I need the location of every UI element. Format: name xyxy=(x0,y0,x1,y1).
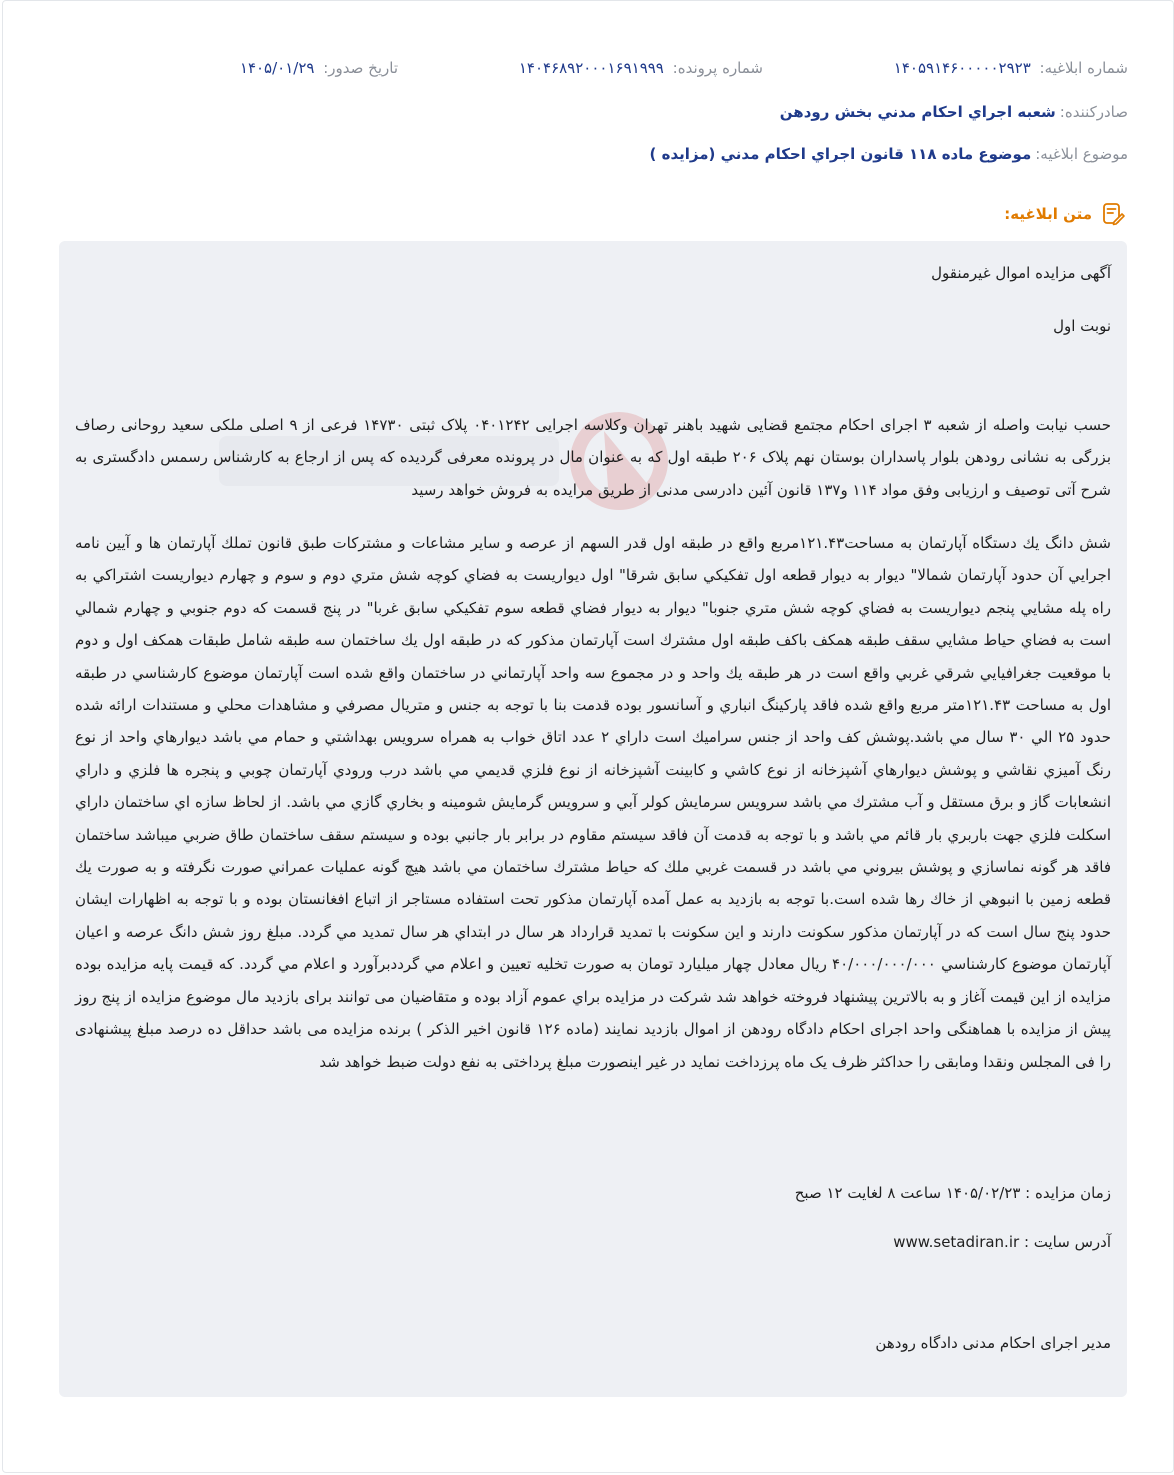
case-number: ۱۴۰۴۶۸۹۲۰۰۰۱۶۹۱۹۹۹ xyxy=(518,59,664,77)
notice-number: ۱۴۰۵۹۱۴۶۰۰۰۰۰۲۹۲۳ xyxy=(893,59,1031,77)
notice-page xyxy=(2,0,1174,1473)
auction-title: آگهی مزایده اموال غیرمنقول xyxy=(931,264,1111,282)
subject: موضوع ماده ۱۱۸ قانون اجراي احكام مدني (مزايده ) xyxy=(649,145,1032,163)
issuer-label: صادرکننده: xyxy=(1059,103,1128,121)
site-url: www.setadiran.ir xyxy=(893,1233,1020,1251)
site-address-label: آدرس سایت : xyxy=(1023,1233,1111,1251)
auction-time: زمان مزایده : ۱۴۰۵/۰۲/۲۳ ساعت ۸ لغایت ۱۲ صبح xyxy=(794,1184,1111,1202)
notice-paragraph-2: شش دانگ يك دستگاه آپارتمان به مساحت۱۲۱.۴۳مربع واقع در طبقه اول قدر السهم از عرصه و ساير مشاعات و مشتركات طبق قانون تملك آپارتمان ها و آيين نامه اجرايي آن حدود آپارتمان شمالا" ديوار به ديوار قطعه اول تفكيكي سابق شرقا" اول ديواريست به فضاي كوچه شش متري دوم و سوم و چهارم ديواريست اشتراكي به راه پله مشايي پنجم ديواريست به فضاي كوچه شش متري جنوبا" ديوار به ديوار فضاي قطعه سوم تفكيكي سابق غربا" در پنج قسمت كه دوم جنوبي و چهارم شمالي است به فضاي حياط مشايي سقف طبقه همكف باكف طبقه اول مشترك است آپارتمان مذكور كه در طبقه اول يك ساختمان سه طبقه شامل طبقات همكف اول و دوم با موقعيت جغرافيايي شرقي غربي واقع است در هر طبقه يك واحد و در مجموع سه واحد آپارتماني در ساختمان واقع شده است آپارتمان موضوع كارشناسي در طبقه اول به مساحت ۱۲۱.۴۳متر مربع واقع شده فاقد پاركينگ انباري و آسانسور بوده قدمت بنا با توجه به جنس و متريال مصرفي و مشاهدات محلي و مستندات ارائه شده حدود ۲۵ الي ۳۰ سال مي باشد.پوشش كف واحد از جنس سراميك است داراي ۲ عدد اتاق خواب به همراه سرويس بهداشتي و حمام مي باشد ديوارهاي واحد از نوع رنگ آميزي نقاشي و پوشش ديوارهاي آشپزخانه از نوع كاشي و كابينت آشپزخانه از نوع فلزي قديمي مي باشد درب ورودي آپارتمان چوبي و پنجره ها فلزي و داراي انشعابات گاز و برق مستقل و آب مشترك مي باشد سرويس سرمايش كولر آبي و سرويس گرمايش شومينه و بخاري گازي مي باشد. از لحاظ سازه اي ساختمان داراي اسكلت فلزي جهت باربري بار قائم مي باشد و با توجه به قدمت آن فاقد سيستم مقاوم در برابر بار جانبي بوده و سيستم سقف ساختمان طاق ضربي ميباشد ساختمان فاقد هر گونه نماسازي و پوشش بيروني مي باشد در قسمت غربي ملك كه حياط مشترك ساختمان مي باشد هيچ گونه عمليات عمراني صورت نگرفته و به صورت يك قطعه زمين با انبوهي از خاك رها شده است.با توجه به بازديد به عمل آمده آپارتمان مذكور تحت استفاده مستاجر از اتباع افغانستان بوده و با توجه به اظهارات ايشان حدود پنج سال است كه در آپارتمان مذكور سكونت دارند و اين سكونت با تمديد قرارداد هر سال در ابتداي هر سال تمديد مي گردد. مبلغ روز شش دانگ عرصه و اعيان آپارتمان موضوع كارشناسي ۴۰/۰۰۰/۰۰۰/۰۰۰ ريال معادل چهار ميليارد تومان به صورت تخليه تعيين و اعلام مي گرددبرآورد و اعلام مي گردد. كه قيمت پايه مزايده بوده مزايده از اين قيمت آغاز و به بالاترين پيشنهاد فروخته خواهد شد شركت در مزايده براي عموم آزاد بوده و متقاضيان می توانند برای بازدید مال موضوع مزایده از پنج روز پیش از مزایده با هماهنگی واحد اجرای احکام دادگاه رودهن از اموال بازدید نمایند (ماده ۱۲۶ قانون اخیر الذکر ) برنده مزایده می باشد حداقل ده درصد مبلغ پیشنهادی را فی المجلس ونقدا ومابقی را حداکثر ظرف یک ماه پرزداخت نماید در غیر اینصورت مبلغ پرداختی به نفع دولت ضبط خواهد شد xyxy=(75,534,1112,1071)
subject-row xyxy=(48,143,1128,165)
issue-date: ۱۴۰۵/۰۱/۲۹ xyxy=(239,59,315,77)
notice-text-title: متن ابلاغيه: xyxy=(1004,205,1092,223)
case-number-label: شماره پرونده: xyxy=(672,59,763,77)
issuer-row xyxy=(48,101,1128,123)
subject-label: موضوع ابلاغيه: xyxy=(1035,145,1128,163)
notice-paragraph-1: حسب نیابت واصله از شعبه ۳ اجرای احکام مجتمع قضایی شهید باهنر تهران وکلاسه اجرایی ۰۴۰۱۲۴۲ پلاک ثبتی ۱۴۷۳۰ فرعی از ۹ اصلی ملکی سعید روحانی رصاف بزرگی به نشانی رودهن بلوار پاسداران بوستان نهم پلاک ۲۰۶ طبقه اول که به عنوان مال در پرونده معرفی گردیده که پس از ارجاع به کارشناس رسمس دادگستری به شرح آتی توصیف و ارزیابی وفق مواد ۱۱۴ و۱۳۷ قانون آئین دادرسی مدنی از طریق مرایده به فروش خواهد رسید xyxy=(75,416,1112,499)
issue-date-label: تاريخ صدور: xyxy=(323,59,398,77)
site-address xyxy=(887,1232,1111,1252)
auction-round: نوبت اول xyxy=(1053,317,1111,335)
notice-meta-row xyxy=(48,59,1128,81)
notice-content-box xyxy=(59,241,1127,1397)
signature: مدیر اجرای احکام مدنی دادگاه رودهن xyxy=(875,1334,1111,1352)
notice-text-heading xyxy=(1004,201,1126,227)
issuer: شعبه اجراي احكام مدني بخش رودهن xyxy=(779,103,1056,121)
notice-number-field xyxy=(894,59,1128,77)
case-number-field xyxy=(519,59,763,77)
notice-number-label: شماره ابلاغيه: xyxy=(1039,59,1128,77)
issue-date-field xyxy=(240,59,398,77)
document-edit-icon xyxy=(1100,201,1126,227)
